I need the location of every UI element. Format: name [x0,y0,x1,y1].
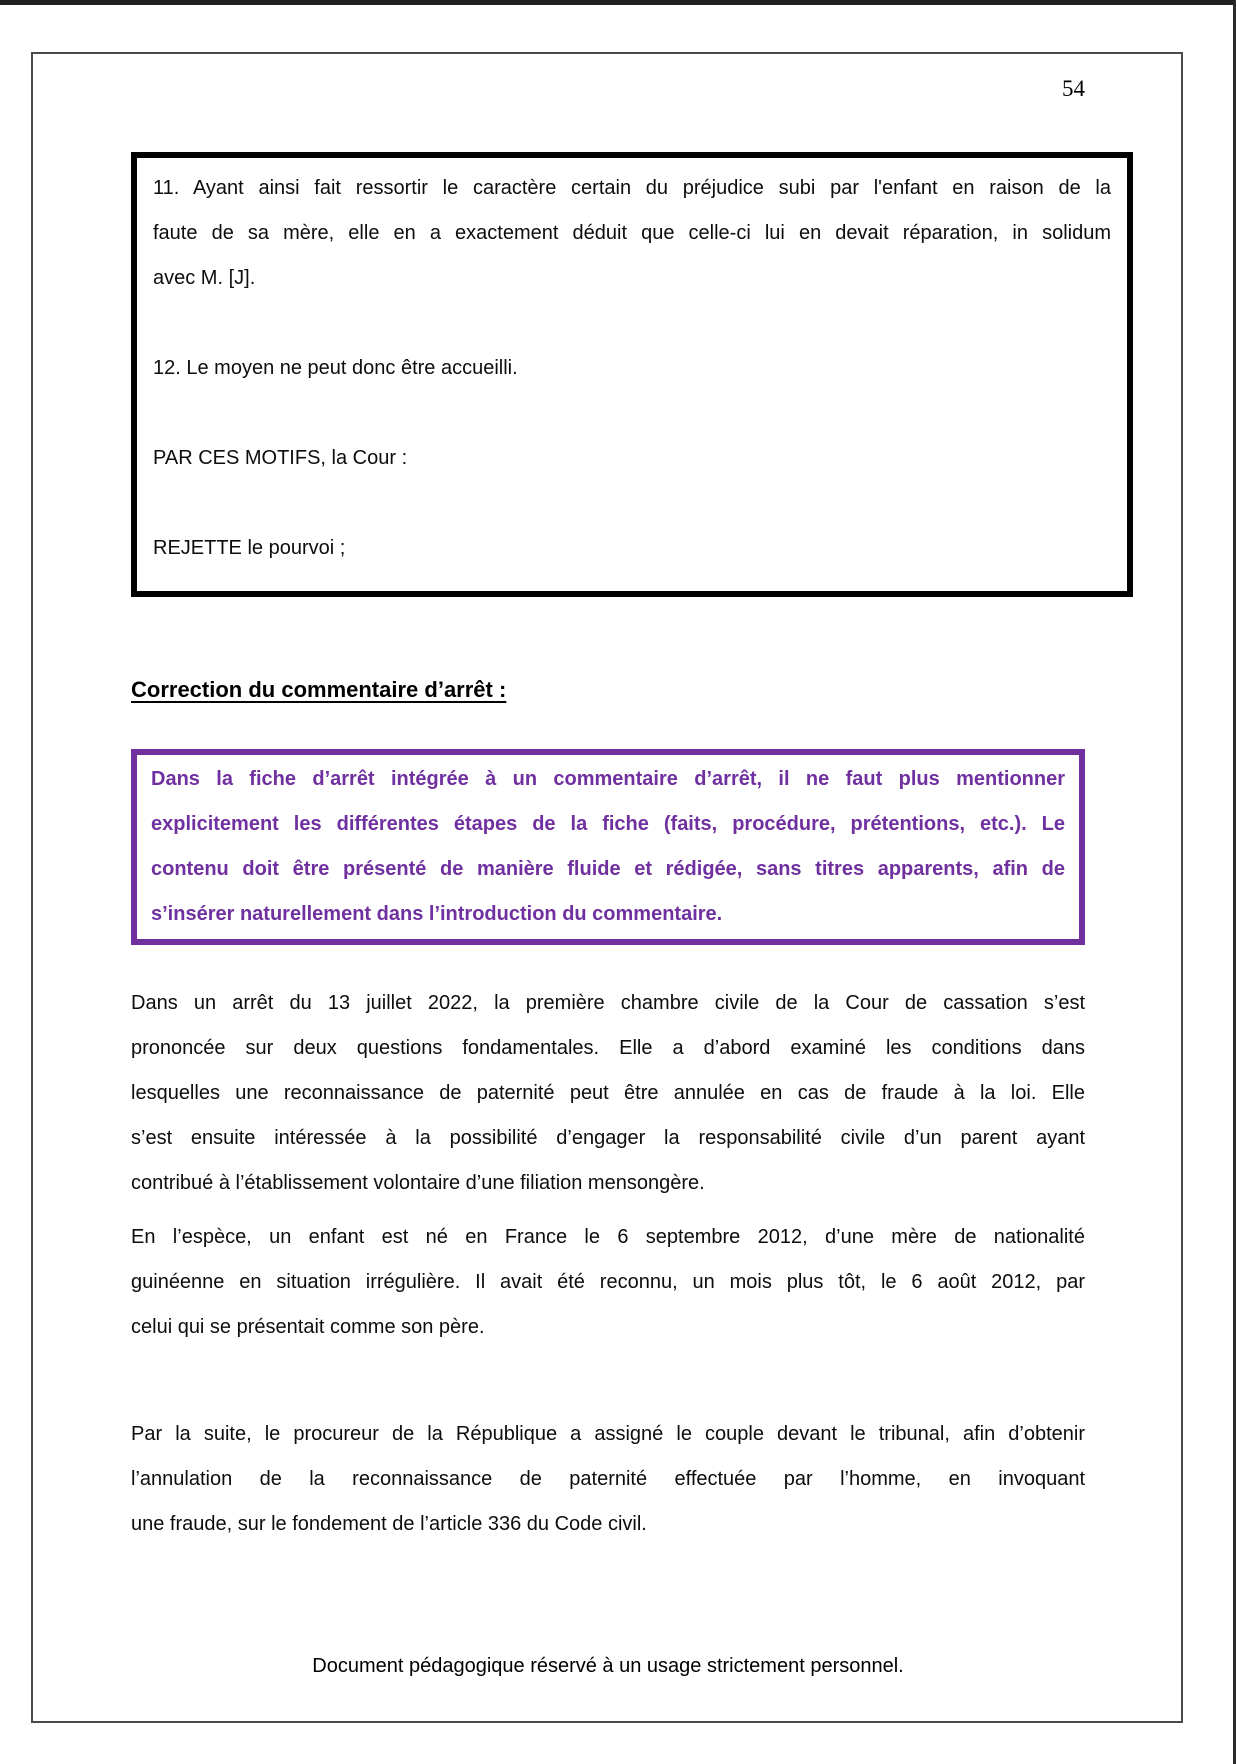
body-line: guinéenne en situation irrégulière. Il avait été reconnu, un mois plus tôt, le 6 août 2012, par [131,1271,1085,1293]
commentary-paragraph-2 [131,1215,1085,1350]
body-line: une fraude, sur le fondement de l’article 336 du Code civil. [131,1513,647,1535]
body-line: contribué à l’établissement volontaire d’une filiation mensongère. [131,1172,705,1194]
decision-paragraph-11 [153,166,1111,301]
section-heading-text: Correction du commentaire d’arrêt : [131,677,507,702]
page-number: 54 [1062,76,1085,101]
section-heading [131,673,1085,707]
decision-paragraph-12: 12. Le moyen ne peut donc être accueilli. [153,357,518,379]
body-line: l’annulation de la reconnaissance de paternité effectuée par l’homme, en invoquant [131,1468,1085,1490]
body-line: celui qui se présentait comme son père. [131,1316,485,1338]
screenshot-top-edge [0,0,1236,5]
body-line: En l’espèce, un enfant est né en France le 6 septembre 2012, d’une mère de nationalité [131,1226,1085,1248]
body-line: s’est ensuite intéressée à la possibilité d’engager la responsabilité civile d’un parent ayant [131,1127,1085,1149]
decision-motifs-line: PAR CES MOTIFS, la Cour : [153,447,408,469]
decision-line: 11. Ayant ainsi fait ressortir le caractère certain du préjudice subi par l'enfant en raison de la [153,177,1111,199]
body-line: Dans un arrêt du 13 juillet 2022, la première chambre civile de la Cour de cassation s’est [131,992,1085,1014]
commentary-paragraph-1 [131,981,1085,1206]
court-decision-box [131,152,1133,597]
decision-line: faute de sa mère, elle en a exactement déduit que celle-ci lui en devait réparation, in solidum [153,222,1111,244]
page-content [33,54,1181,1681]
commentary-paragraph-3 [131,1412,1085,1547]
body-line: prononcée sur deux questions fondamentales. Elle a d’abord examiné les conditions dans [131,1037,1085,1059]
method-note-box [131,749,1085,945]
note-line: s’insérer naturellement dans l’introduction du commentaire. [151,903,723,925]
body-line: lesquelles une reconnaissance de paternité peut être annulée en cas de fraude à la loi. Elle [131,1082,1085,1104]
decision-line: avec M. [J]. [153,267,256,289]
footer-notice: Document pédagogique réservé à un usage strictement personnel. [312,1655,904,1677]
decision-rejette-line: REJETTE le pourvoi ; [153,537,346,559]
note-line: explicitement les différentes étapes de la fiche (faits, procédure, prétentions, etc.). Le [151,813,1065,835]
body-line: Par la suite, le procureur de la République a assigné le couple devant le tribunal, afin d’obtenir [131,1423,1085,1445]
document-page-border [31,52,1183,1723]
note-line: contenu doit être présenté de manière fluide et rédigée, sans titres apparents, afin de [151,858,1065,880]
note-line: Dans la fiche d’arrêt intégrée à un commentaire d’arrêt, il ne faut plus mentionner [151,768,1065,790]
